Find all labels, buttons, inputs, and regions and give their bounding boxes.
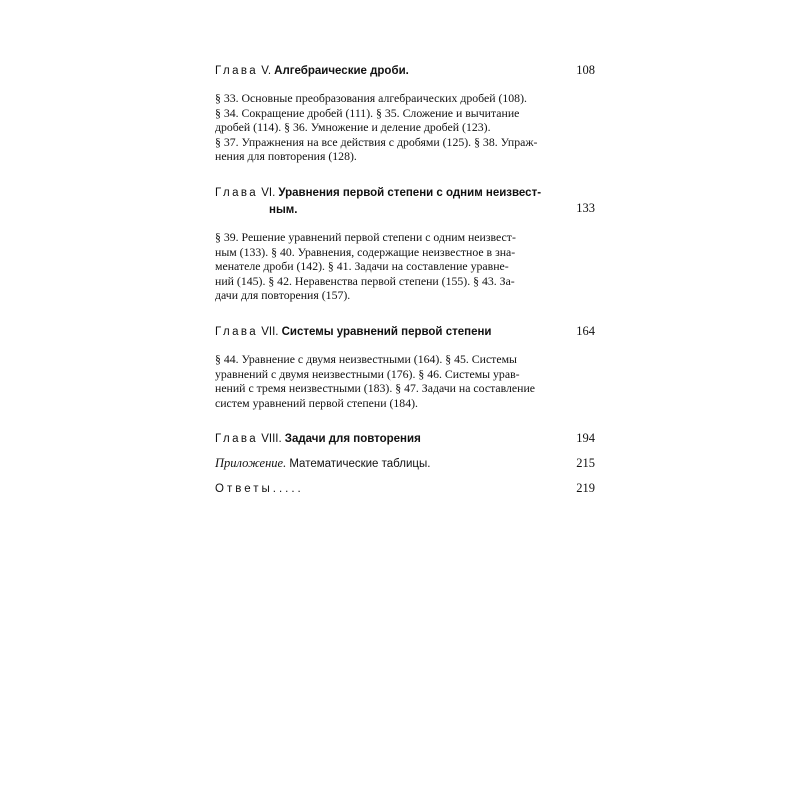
summary-line: менателе дроби (142). § 41. Задачи на составление уравне-	[215, 259, 509, 274]
spacer	[215, 472, 595, 480]
chapter-heading-row	[215, 430, 595, 447]
chapter-summary	[215, 91, 567, 164]
chapter-word: Глава	[215, 65, 259, 77]
answers-heading-row	[215, 480, 595, 497]
chapter-summary	[215, 230, 567, 303]
answers-leader-dots: .....	[272, 483, 304, 496]
chapter-word: Глава	[215, 433, 259, 446]
toc-entry-chapter-5	[215, 62, 595, 164]
chapter-title-line-2: ным	[269, 203, 295, 216]
chapter-heading-row	[215, 323, 595, 340]
summary-line: ным (133). § 40. Уравнения, содержащие неизвестное в зна-	[215, 244, 516, 259]
chapter-number: V.	[261, 65, 272, 77]
summary-line: § 34. Сокращение дробей (111). § 35. Сложение и вычитание	[215, 105, 520, 120]
summary-line: § 44. Уравнение с двумя неизвестными (164). § 45. Системы	[215, 351, 517, 366]
summary-line: систем уравнений первой степени (184).	[215, 395, 418, 410]
appendix-title: Математические таблицы	[289, 458, 428, 471]
spacer	[215, 410, 595, 430]
summary-line: нений с тремя неизвестными (183). § 47. Задачи на составление	[215, 381, 536, 396]
chapter-heading-row	[215, 184, 595, 218]
summary-line: уравнений с двумя неизвестными (176). § 46. Системы урав-	[215, 366, 520, 381]
page-number: 194	[576, 431, 595, 446]
appendix-label: Приложение.	[215, 456, 287, 471]
chapter-title-dot: .	[405, 65, 409, 77]
page-number: 215	[576, 456, 595, 471]
toc-entry-appendix	[215, 455, 595, 472]
summary-line: § 33. Основные преобразования алгебраических дробей (108).	[215, 91, 527, 105]
page-number: 108	[576, 63, 595, 77]
summary-line: ний (145). § 42. Неравенства первой степени (155). § 43. За-	[215, 273, 515, 288]
page-number: 164	[576, 323, 595, 338]
table-of-contents	[215, 62, 595, 497]
chapter-number: VI.	[261, 186, 276, 199]
chapter-heading-row	[215, 62, 595, 79]
page-number: 133	[576, 200, 595, 215]
chapter-heading	[215, 323, 560, 340]
chapter-number: VII.	[261, 325, 279, 338]
chapter-word: Глава	[215, 325, 259, 338]
spacer	[215, 303, 595, 323]
chapter-word: Глава	[215, 186, 259, 199]
spacer	[215, 447, 595, 455]
toc-entry-chapter-6	[215, 184, 595, 303]
toc-entry-chapter-7	[215, 323, 595, 410]
appendix-heading-row	[215, 455, 595, 472]
chapter-title: Уравнения первой степени с одним неизвест-	[278, 186, 542, 199]
chapter-title: Алгебраические дроби	[274, 65, 406, 77]
toc-entry-answers	[215, 480, 595, 497]
spacer	[215, 164, 595, 184]
chapter-title-dot: .	[294, 203, 298, 216]
answers-label: Ответы	[215, 483, 273, 496]
summary-line: дачи для повторения (157).	[215, 288, 351, 303]
summary-line: дробей (114). § 36. Умножение и деление дробей (123).	[215, 120, 491, 135]
chapter-heading	[215, 430, 560, 447]
chapter-title: Задачи для повторения	[284, 433, 421, 446]
chapter-number: VIII.	[261, 433, 282, 446]
chapter-heading	[215, 62, 560, 79]
answers-heading	[215, 480, 560, 497]
toc-entry-chapter-8	[215, 430, 595, 447]
summary-line: нения для повторения (128).	[215, 149, 357, 164]
page-number: 219	[576, 481, 595, 496]
appendix-heading	[215, 455, 560, 472]
summary-line: § 39. Решение уравнений первой степени с одним неизвест-	[215, 229, 516, 244]
chapter-summary	[215, 352, 567, 410]
appendix-title-dot: .	[427, 458, 431, 471]
chapter-heading	[215, 184, 560, 218]
chapter-title: Системы уравнений первой степени	[281, 325, 492, 338]
chapter-title-continuation	[215, 201, 560, 218]
summary-line: § 37. Упражнения на все действия с дробями (125). § 38. Упраж-	[215, 134, 538, 149]
